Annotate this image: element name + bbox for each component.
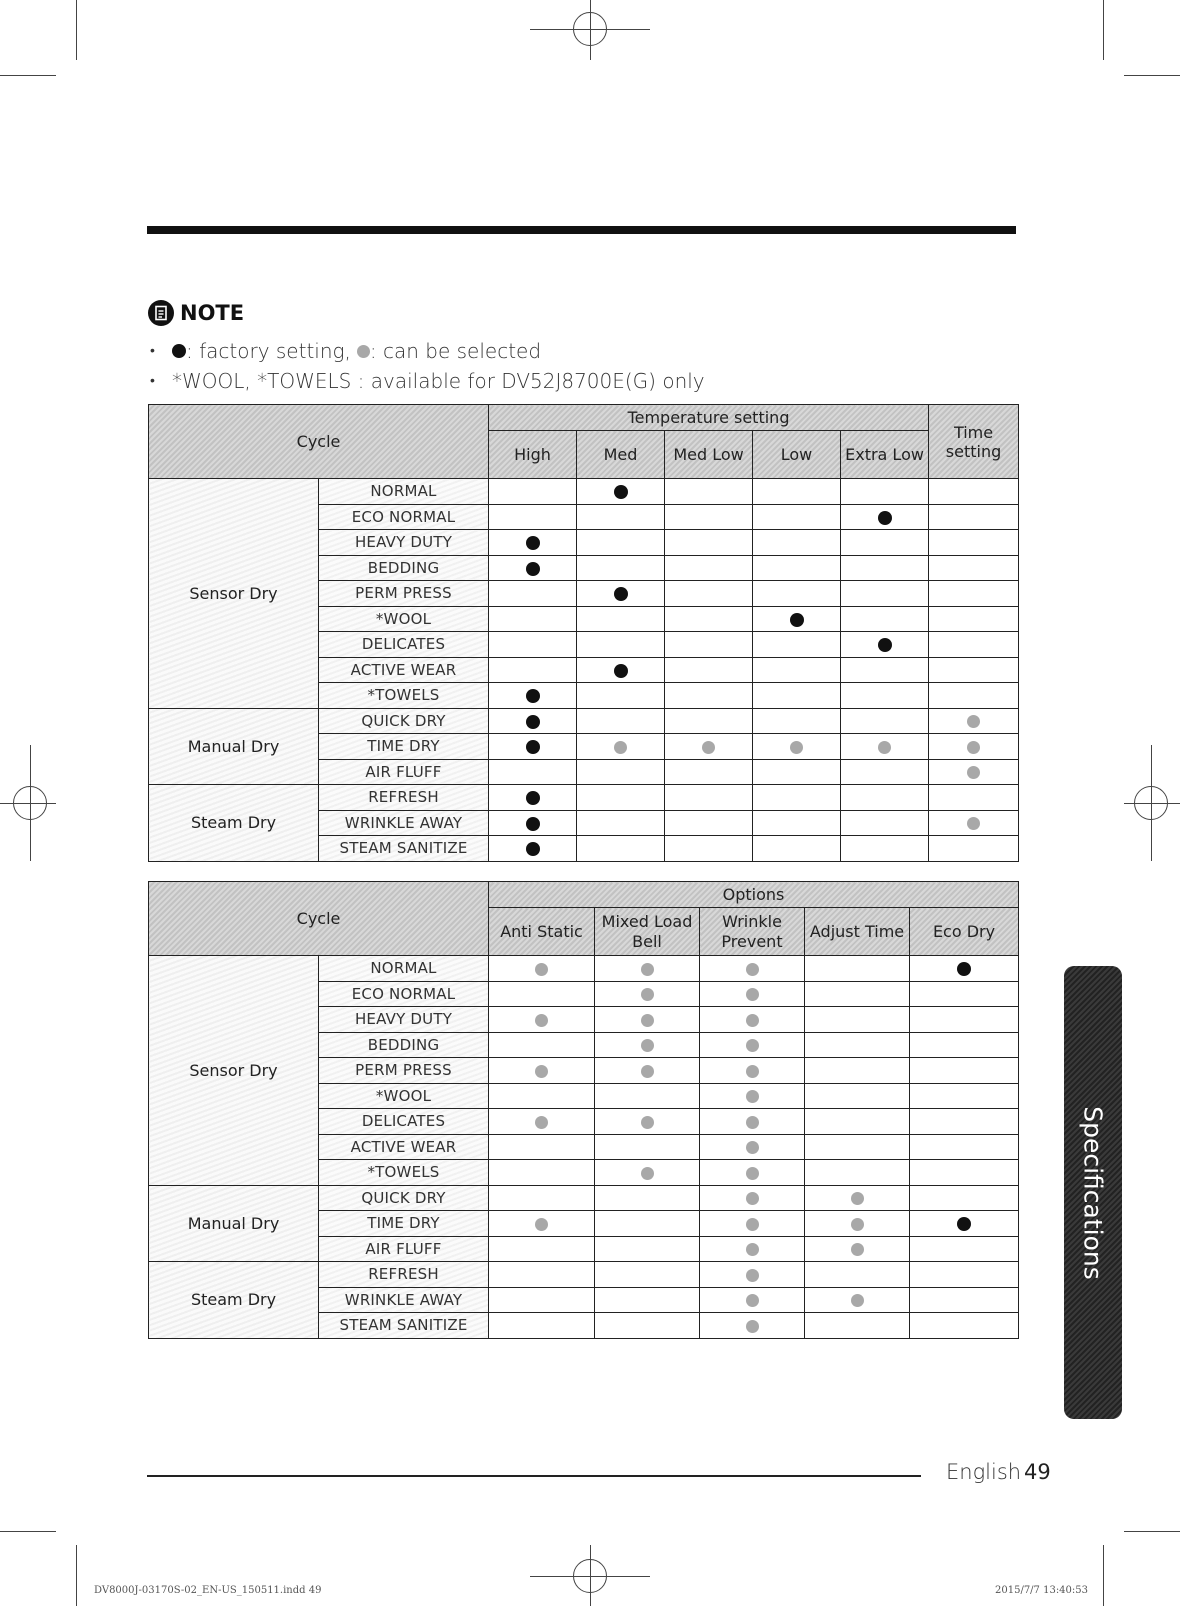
setting-cell — [929, 657, 1019, 683]
cycle-group-label: Manual Dry — [149, 708, 319, 785]
column-header-low: Low — [753, 431, 841, 479]
setting-cell — [489, 810, 577, 836]
setting-cell — [929, 759, 1019, 785]
setting-cell — [489, 1313, 595, 1339]
selectable-dot-icon — [967, 817, 980, 830]
setting-cell — [489, 1032, 595, 1058]
factory-setting-dot-icon — [526, 536, 540, 550]
cycle-group-label: Manual Dry — [149, 1185, 319, 1262]
temperature-time-table — [148, 404, 1019, 862]
setting-cell — [595, 1262, 700, 1288]
setting-cell — [489, 632, 577, 658]
selectable-dot-icon — [746, 1065, 759, 1078]
selectable-dot-icon — [702, 741, 715, 754]
cycle-name: WRINKLE AWAY — [319, 810, 489, 836]
column-header-high: High — [489, 431, 577, 479]
selectable-dot-icon — [746, 1192, 759, 1205]
print-date-info: 2015/7/7 13:40:53 — [995, 1585, 1089, 1596]
setting-cell — [841, 810, 929, 836]
setting-cell — [665, 530, 753, 556]
setting-cell — [700, 1236, 805, 1262]
selectable-dot-icon — [746, 1294, 759, 1307]
setting-cell — [665, 683, 753, 709]
setting-cell — [841, 555, 929, 581]
cycle-name: BEDDING — [319, 1032, 489, 1058]
options-group-header: Options — [489, 882, 1019, 908]
setting-cell — [489, 836, 577, 862]
cycle-header: Cycle — [149, 405, 489, 479]
setting-cell — [595, 1287, 700, 1313]
selectable-dot-icon — [746, 1014, 759, 1027]
setting-cell — [805, 1236, 910, 1262]
setting-cell — [805, 981, 910, 1007]
setting-cell — [910, 1134, 1019, 1160]
cycle-name: REFRESH — [319, 785, 489, 811]
cycle-name: DELICATES — [319, 632, 489, 658]
setting-cell — [489, 759, 577, 785]
selectable-dot-icon — [614, 741, 627, 754]
setting-cell — [805, 1032, 910, 1058]
setting-cell — [753, 606, 841, 632]
table-row — [149, 956, 1019, 982]
cycle-name: QUICK DRY — [319, 1185, 489, 1211]
setting-cell — [489, 708, 577, 734]
setting-cell — [805, 1262, 910, 1288]
setting-cell — [700, 1287, 805, 1313]
setting-cell — [595, 1007, 700, 1033]
print-file-info: DV8000J-03170S-02_EN-US_150511.indd 49 — [94, 1585, 322, 1596]
setting-cell — [929, 708, 1019, 734]
setting-cell — [841, 479, 929, 505]
cycle-name: ECO NORMAL — [319, 981, 489, 1007]
section-tab-label: Specifications — [1078, 1105, 1108, 1280]
cycle-name: PERM PRESS — [319, 581, 489, 607]
setting-cell — [910, 956, 1019, 982]
factory-setting-dot-icon — [526, 715, 540, 729]
setting-cell — [489, 1236, 595, 1262]
cycle-name: STEAM SANITIZE — [319, 836, 489, 862]
setting-cell — [595, 1109, 700, 1135]
factory-setting-dot-icon — [614, 664, 628, 678]
availability-text: *WOOL, *TOWELS : available for DV52J8700E(G) only — [172, 369, 705, 393]
setting-cell — [595, 1032, 700, 1058]
setting-cell — [665, 581, 753, 607]
setting-cell — [753, 555, 841, 581]
setting-cell — [910, 1262, 1019, 1288]
setting-cell — [929, 606, 1019, 632]
section-tab[interactable] — [1064, 966, 1122, 1419]
cycle-header: Cycle — [149, 882, 489, 956]
setting-cell — [489, 1083, 595, 1109]
setting-cell — [929, 504, 1019, 530]
setting-cell — [665, 479, 753, 505]
factory-setting-dot-icon — [957, 1217, 971, 1231]
cycle-name: STEAM SANITIZE — [319, 1313, 489, 1339]
setting-cell — [489, 1262, 595, 1288]
selectable-dot-icon — [746, 963, 759, 976]
setting-cell — [929, 632, 1019, 658]
selectable-dot-icon — [641, 1167, 654, 1180]
cycle-name: DELICATES — [319, 1109, 489, 1135]
setting-cell — [595, 1185, 700, 1211]
setting-cell — [805, 1058, 910, 1084]
setting-cell — [753, 810, 841, 836]
column-header-extra-low: Extra Low — [841, 431, 929, 479]
setting-cell — [595, 1160, 700, 1186]
setting-cell — [489, 734, 577, 760]
setting-cell — [753, 759, 841, 785]
setting-cell — [665, 759, 753, 785]
setting-cell — [841, 632, 929, 658]
cycle-name: AIR FLUFF — [319, 759, 489, 785]
setting-cell — [700, 956, 805, 982]
setting-cell — [577, 683, 665, 709]
factory-setting-dot-icon — [526, 740, 540, 754]
setting-cell — [700, 1083, 805, 1109]
setting-cell — [489, 581, 577, 607]
factory-setting-dot-icon — [957, 962, 971, 976]
setting-cell — [700, 1313, 805, 1339]
table-row — [149, 1262, 1019, 1288]
page-number: 49 — [1024, 1460, 1051, 1484]
factory-setting-dot-icon — [790, 613, 804, 627]
setting-cell — [577, 759, 665, 785]
selectable-dot-icon — [641, 1014, 654, 1027]
selectable-dot-icon — [535, 963, 548, 976]
cycle-name: NORMAL — [319, 956, 489, 982]
setting-cell — [805, 1211, 910, 1237]
cycle-name: QUICK DRY — [319, 708, 489, 734]
setting-cell — [700, 1032, 805, 1058]
setting-cell — [910, 1287, 1019, 1313]
setting-cell — [910, 1313, 1019, 1339]
selectable-dot-icon — [746, 1320, 759, 1333]
setting-cell — [805, 1185, 910, 1211]
selectable-dot-icon — [746, 1039, 759, 1052]
setting-cell — [910, 1185, 1019, 1211]
setting-cell — [841, 657, 929, 683]
selectable-dot-icon — [641, 1116, 654, 1129]
setting-cell — [841, 683, 929, 709]
setting-cell — [665, 734, 753, 760]
legend-select-text: : can be selected — [369, 339, 542, 363]
setting-cell — [805, 1160, 910, 1186]
setting-cell — [489, 683, 577, 709]
time-setting-header: Time setting — [929, 405, 1019, 479]
setting-cell — [910, 1211, 1019, 1237]
setting-cell — [577, 555, 665, 581]
setting-cell — [665, 785, 753, 811]
cycle-name: WRINKLE AWAY — [319, 1287, 489, 1313]
setting-cell — [489, 785, 577, 811]
setting-cell — [753, 708, 841, 734]
selectable-dot-icon — [535, 1065, 548, 1078]
selectable-dot-icon — [641, 963, 654, 976]
setting-cell — [805, 1007, 910, 1033]
cycle-name: TIME DRY — [319, 734, 489, 760]
cycle-name: ACTIVE WEAR — [319, 1134, 489, 1160]
top-rule — [147, 226, 1016, 234]
setting-cell — [929, 785, 1019, 811]
setting-cell — [929, 530, 1019, 556]
setting-cell — [489, 530, 577, 556]
selectable-dot-icon — [967, 766, 980, 779]
setting-cell — [665, 632, 753, 658]
setting-cell — [489, 1185, 595, 1211]
selectable-dot-icon — [746, 1090, 759, 1103]
setting-cell — [841, 504, 929, 530]
temperature-group-header: Temperature setting — [489, 405, 929, 431]
setting-cell — [665, 708, 753, 734]
selectable-dot-icon — [641, 988, 654, 1001]
factory-setting-dot-icon — [878, 638, 892, 652]
setting-cell — [700, 1211, 805, 1237]
setting-cell — [700, 1134, 805, 1160]
setting-cell — [753, 683, 841, 709]
setting-cell — [805, 1109, 910, 1135]
cycle-group-label: Sensor Dry — [149, 956, 319, 1186]
setting-cell — [489, 479, 577, 505]
cycle-name: *TOWELS — [319, 1160, 489, 1186]
setting-cell — [577, 810, 665, 836]
setting-cell — [489, 1109, 595, 1135]
setting-cell — [489, 606, 577, 632]
setting-cell — [577, 581, 665, 607]
cycle-name: AIR FLUFF — [319, 1236, 489, 1262]
setting-cell — [910, 1236, 1019, 1262]
setting-cell — [489, 1287, 595, 1313]
setting-cell — [577, 479, 665, 505]
selectable-dot-icon — [790, 741, 803, 754]
setting-cell — [489, 1211, 595, 1237]
setting-cell — [929, 581, 1019, 607]
setting-cell — [805, 1134, 910, 1160]
selectable-dot-icon — [357, 345, 370, 358]
setting-cell — [700, 1185, 805, 1211]
column-header-eco-dry: Eco Dry — [910, 908, 1019, 956]
setting-cell — [489, 1134, 595, 1160]
setting-cell — [753, 504, 841, 530]
setting-cell — [577, 708, 665, 734]
column-header-anti-static: Anti Static — [489, 908, 595, 956]
factory-setting-dot-icon — [614, 587, 628, 601]
setting-cell — [489, 504, 577, 530]
setting-cell — [665, 555, 753, 581]
setting-cell — [753, 530, 841, 556]
table-row — [149, 479, 1019, 505]
setting-cell — [805, 1287, 910, 1313]
cycle-name: BEDDING — [319, 555, 489, 581]
setting-cell — [700, 1058, 805, 1084]
setting-cell — [841, 530, 929, 556]
note-icon — [148, 300, 174, 326]
setting-cell — [595, 1211, 700, 1237]
setting-cell — [700, 981, 805, 1007]
setting-cell — [929, 479, 1019, 505]
column-header-med: Med — [577, 431, 665, 479]
setting-cell — [489, 555, 577, 581]
table-row — [149, 785, 1019, 811]
selectable-dot-icon — [535, 1218, 548, 1231]
setting-cell — [753, 479, 841, 505]
selectable-dot-icon — [851, 1218, 864, 1231]
cycle-name: *WOOL — [319, 1083, 489, 1109]
setting-cell — [577, 785, 665, 811]
selectable-dot-icon — [746, 1218, 759, 1231]
setting-cell — [595, 1083, 700, 1109]
selectable-dot-icon — [746, 1116, 759, 1129]
column-header-mixed-load-bell: Mixed Load Bell — [595, 908, 700, 956]
cycle-name: HEAVY DUTY — [319, 1007, 489, 1033]
table-row — [149, 708, 1019, 734]
selectable-dot-icon — [535, 1014, 548, 1027]
setting-cell — [910, 1007, 1019, 1033]
setting-cell — [929, 555, 1019, 581]
setting-cell — [577, 734, 665, 760]
setting-cell — [841, 581, 929, 607]
setting-cell — [665, 504, 753, 530]
cycle-name: REFRESH — [319, 1262, 489, 1288]
setting-cell — [753, 734, 841, 760]
selectable-dot-icon — [967, 741, 980, 754]
setting-cell — [577, 606, 665, 632]
cycle-group-label: Sensor Dry — [149, 479, 319, 709]
selectable-dot-icon — [641, 1039, 654, 1052]
selectable-dot-icon — [967, 715, 980, 728]
footer-language: English — [946, 1460, 1022, 1484]
selectable-dot-icon — [851, 1294, 864, 1307]
cycle-name: TIME DRY — [319, 1211, 489, 1237]
setting-cell — [753, 836, 841, 862]
selectable-dot-icon — [851, 1243, 864, 1256]
column-header-wrinkle-prevent: Wrinkle Prevent — [700, 908, 805, 956]
cycle-name: ACTIVE WEAR — [319, 657, 489, 683]
setting-cell — [929, 683, 1019, 709]
setting-cell — [841, 836, 929, 862]
setting-cell — [489, 657, 577, 683]
note-item-legend: • : factory setting, : can be selected — [150, 336, 705, 366]
factory-setting-dot-icon — [526, 817, 540, 831]
setting-cell — [577, 632, 665, 658]
setting-cell — [910, 1058, 1019, 1084]
note-list — [150, 336, 705, 396]
factory-setting-dot-icon — [878, 511, 892, 525]
setting-cell — [665, 836, 753, 862]
setting-cell — [595, 1236, 700, 1262]
setting-cell — [910, 1109, 1019, 1135]
setting-cell — [841, 606, 929, 632]
selectable-dot-icon — [535, 1116, 548, 1129]
factory-setting-dot-icon — [526, 562, 540, 576]
note-title: NOTE — [180, 301, 245, 325]
setting-cell — [595, 1134, 700, 1160]
setting-cell — [595, 956, 700, 982]
setting-cell — [700, 1007, 805, 1033]
setting-cell — [665, 657, 753, 683]
note-item-availability: • *WOOL, *TOWELS : available for DV52J8700E(G) only — [150, 366, 705, 396]
footer-rule — [147, 1475, 921, 1477]
setting-cell — [929, 810, 1019, 836]
setting-cell — [753, 657, 841, 683]
setting-cell — [489, 1007, 595, 1033]
setting-cell — [841, 759, 929, 785]
setting-cell — [595, 981, 700, 1007]
legend-factory-text: : factory setting, — [186, 339, 351, 363]
setting-cell — [577, 530, 665, 556]
cycle-name: *TOWELS — [319, 683, 489, 709]
cycle-name: PERM PRESS — [319, 1058, 489, 1084]
column-header-adjust-time: Adjust Time — [805, 908, 910, 956]
options-table — [148, 881, 1019, 1339]
cycle-group-label: Steam Dry — [149, 785, 319, 862]
factory-dot-icon — [172, 344, 186, 358]
cycle-group-label: Steam Dry — [149, 1262, 319, 1339]
setting-cell — [910, 1083, 1019, 1109]
selectable-dot-icon — [746, 1269, 759, 1282]
setting-cell — [489, 956, 595, 982]
cycle-name: ECO NORMAL — [319, 504, 489, 530]
setting-cell — [929, 836, 1019, 862]
table-row — [149, 1185, 1019, 1211]
setting-cell — [489, 1058, 595, 1084]
setting-cell — [700, 1109, 805, 1135]
selectable-dot-icon — [851, 1192, 864, 1205]
setting-cell — [805, 1083, 910, 1109]
setting-cell — [753, 581, 841, 607]
setting-cell — [929, 734, 1019, 760]
factory-setting-dot-icon — [614, 485, 628, 499]
cycle-name: HEAVY DUTY — [319, 530, 489, 556]
setting-cell — [805, 956, 910, 982]
setting-cell — [910, 1032, 1019, 1058]
setting-cell — [489, 1160, 595, 1186]
selectable-dot-icon — [746, 1243, 759, 1256]
selectable-dot-icon — [746, 988, 759, 1001]
setting-cell — [577, 504, 665, 530]
setting-cell — [665, 810, 753, 836]
setting-cell — [700, 1262, 805, 1288]
setting-cell — [753, 785, 841, 811]
setting-cell — [841, 734, 929, 760]
column-header-med-low: Med Low — [665, 431, 753, 479]
setting-cell — [700, 1160, 805, 1186]
selectable-dot-icon — [746, 1167, 759, 1180]
factory-setting-dot-icon — [526, 791, 540, 805]
note-heading — [148, 300, 244, 326]
cycle-name: NORMAL — [319, 479, 489, 505]
setting-cell — [841, 785, 929, 811]
setting-cell — [577, 836, 665, 862]
cycle-name: *WOOL — [319, 606, 489, 632]
setting-cell — [595, 1058, 700, 1084]
setting-cell — [753, 632, 841, 658]
setting-cell — [665, 606, 753, 632]
selectable-dot-icon — [641, 1065, 654, 1078]
setting-cell — [595, 1313, 700, 1339]
setting-cell — [910, 1160, 1019, 1186]
selectable-dot-icon — [878, 741, 891, 754]
factory-setting-dot-icon — [526, 842, 540, 856]
selectable-dot-icon — [746, 1141, 759, 1154]
setting-cell — [577, 657, 665, 683]
setting-cell — [805, 1313, 910, 1339]
setting-cell — [489, 981, 595, 1007]
setting-cell — [841, 708, 929, 734]
setting-cell — [910, 981, 1019, 1007]
factory-setting-dot-icon — [526, 689, 540, 703]
